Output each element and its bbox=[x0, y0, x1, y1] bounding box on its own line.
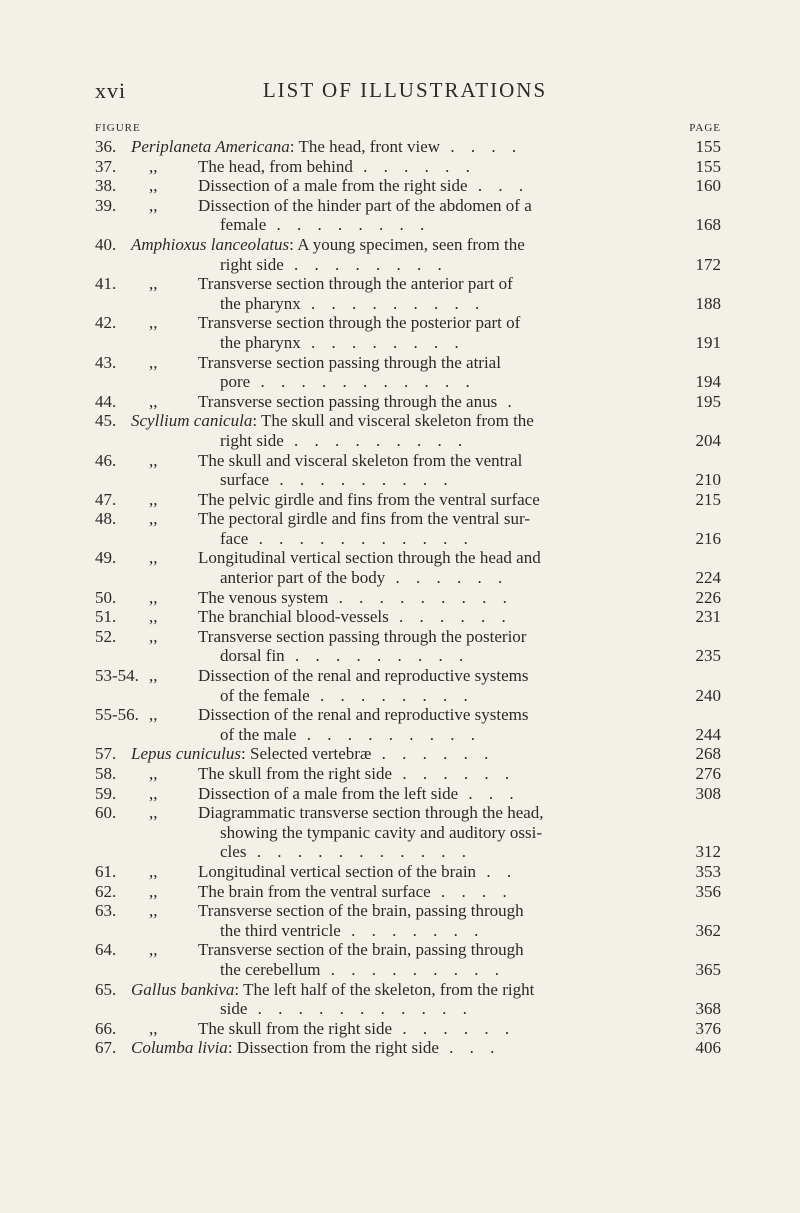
list-entry bbox=[95, 607, 721, 627]
leader-dots: . . . . . . . . . . . bbox=[248, 528, 474, 548]
entry-line bbox=[95, 744, 721, 764]
entry-line bbox=[95, 255, 721, 275]
entry-line bbox=[95, 803, 721, 823]
entry-continuation: pore . . . . . . . . . . . bbox=[220, 372, 476, 392]
list-entry bbox=[95, 274, 721, 313]
entry-line bbox=[95, 333, 721, 353]
figure-number: 39. bbox=[95, 195, 117, 215]
ditto-mark: ,, bbox=[149, 391, 158, 411]
page-number: 276 bbox=[695, 764, 721, 783]
list-entry bbox=[95, 901, 721, 940]
figure-number: 67. bbox=[95, 1038, 117, 1058]
list-entry bbox=[95, 392, 721, 412]
entry-title bbox=[131, 137, 522, 157]
figure-number: 65. bbox=[95, 979, 117, 999]
entry-continuation: the third ventricle . . . . . . . bbox=[220, 920, 485, 940]
leader-dots: . . . . . . . . . . . bbox=[250, 372, 476, 392]
ditto-mark: ,, bbox=[149, 881, 158, 901]
figure-number: 58. bbox=[95, 764, 117, 783]
entry-description: : The left half of the skeleton, from the right bbox=[234, 979, 535, 999]
ditto-mark: ,, bbox=[149, 156, 158, 176]
leader-dots: . . . . . . . . bbox=[283, 254, 448, 274]
page-numeral: xvi bbox=[95, 78, 127, 103]
entry-line bbox=[95, 862, 721, 882]
figure-number: 45. bbox=[95, 411, 117, 431]
list-entry bbox=[95, 157, 721, 177]
entry-line bbox=[95, 568, 721, 588]
entry-description: Transverse section passing through the atrial bbox=[198, 352, 501, 372]
leader-dots: . . . . . . . . . bbox=[283, 430, 469, 450]
ditto-mark: ,, bbox=[149, 666, 158, 686]
list-entry bbox=[95, 176, 721, 196]
entry-continuation: the cerebellum . . . . . . . . . bbox=[220, 959, 506, 979]
entry-line bbox=[95, 999, 721, 1019]
entry-line bbox=[95, 980, 721, 1000]
entry-line bbox=[95, 509, 721, 529]
entry-continuation: cles . . . . . . . . . . . bbox=[220, 842, 472, 862]
species-name: Lepus cuniculus bbox=[131, 744, 242, 764]
entry-line bbox=[95, 764, 721, 784]
figure-column-heading: FIGURE bbox=[95, 122, 141, 134]
entry-description: Transverse section through the posterior part of bbox=[198, 313, 521, 333]
entry-line bbox=[95, 215, 721, 235]
entry-description: Dissection of the renal and reproductive systems bbox=[198, 705, 529, 725]
entry-line bbox=[95, 451, 721, 471]
figure-number: 66. bbox=[95, 1018, 117, 1038]
figure-number: 53-54. bbox=[95, 666, 139, 686]
ditto-mark: ,, bbox=[149, 548, 158, 568]
entry-line bbox=[95, 353, 721, 373]
entry-line bbox=[95, 607, 721, 627]
entry-continuation: right side . . . . . . . . bbox=[220, 254, 448, 274]
entry-line bbox=[95, 470, 721, 490]
leader-dots: . . . . . . . . . bbox=[284, 646, 470, 666]
entry-continuation: dorsal fin . . . . . . . . . bbox=[220, 646, 470, 666]
figure-number: 59. bbox=[95, 783, 117, 803]
leader-dots: . . . . . . . . . bbox=[328, 587, 513, 607]
list-entry bbox=[95, 137, 721, 157]
figure-number: 52. bbox=[95, 626, 117, 646]
entry-description: The skull from the right side . . . . . . bbox=[198, 1018, 516, 1038]
page-number: 356 bbox=[695, 881, 721, 901]
figure-number: 61. bbox=[95, 861, 117, 881]
entry-line bbox=[95, 842, 721, 862]
entry-title bbox=[131, 1038, 500, 1058]
entry-continuation: face . . . . . . . . . . . bbox=[220, 528, 474, 548]
leader-dots: . . . . . . bbox=[388, 607, 512, 627]
list-entry bbox=[95, 862, 721, 882]
figure-number: 55-56. bbox=[95, 705, 139, 725]
list-entry bbox=[95, 882, 721, 902]
entry-description: Longitudinal vertical section of the brain . . bbox=[198, 861, 518, 881]
leader-dots: . . . bbox=[458, 783, 520, 803]
page-number: 155 bbox=[695, 156, 721, 176]
entry-line bbox=[95, 960, 721, 980]
figure-number: 43. bbox=[95, 352, 117, 372]
entry-line bbox=[95, 196, 721, 216]
entry-description: The pelvic girdle and fins from the ventral surface bbox=[198, 489, 540, 509]
leader-dots: . . . . . . bbox=[352, 156, 476, 176]
entry-line bbox=[95, 921, 721, 941]
ditto-mark: ,, bbox=[149, 587, 158, 607]
column-headings bbox=[95, 122, 721, 136]
leader-dots: . . . bbox=[438, 1038, 501, 1058]
leader-dots: . . . . . . . . . bbox=[296, 724, 481, 744]
list-entry bbox=[95, 235, 721, 274]
ditto-mark: ,, bbox=[149, 940, 158, 960]
entry-line bbox=[95, 137, 721, 157]
entry-description: Longitudinal vertical section through the head and bbox=[198, 548, 541, 568]
entry-line bbox=[95, 646, 721, 666]
list-entry bbox=[95, 980, 721, 1019]
ditto-mark: ,, bbox=[149, 509, 158, 529]
leader-dots: . . . . . . bbox=[392, 1018, 516, 1038]
list-entry bbox=[95, 196, 721, 235]
page-number: 195 bbox=[695, 391, 721, 411]
figure-number: 46. bbox=[95, 450, 117, 470]
entry-line bbox=[95, 235, 721, 255]
leader-dots: . . . . . . . . bbox=[266, 215, 431, 235]
entry-continuation: of the male . . . . . . . . . bbox=[220, 724, 481, 744]
page-number: 155 bbox=[695, 137, 721, 156]
page-number: 168 bbox=[695, 215, 721, 235]
entry-description: Dissection of a male from the left side . . . bbox=[198, 783, 520, 803]
entry-title bbox=[131, 980, 534, 1000]
leader-dots: . . . . . . . bbox=[340, 920, 485, 940]
entry-title bbox=[131, 235, 525, 255]
entry-description: The skull from the right side . . . . . . bbox=[198, 764, 516, 783]
figure-number: 60. bbox=[95, 803, 117, 823]
figure-number: 40. bbox=[95, 234, 117, 254]
entry-description: The branchial blood-vessels . . . . . . bbox=[198, 607, 512, 627]
entry-description: Transverse section of the brain, passing through bbox=[198, 901, 524, 921]
page-number: 365 bbox=[695, 959, 721, 979]
entry-line bbox=[95, 176, 721, 196]
entry-description: The pectoral girdle and fins from the ventral sur- bbox=[198, 509, 530, 529]
figure-number: 38. bbox=[95, 176, 117, 196]
ditto-mark: ,, bbox=[149, 764, 158, 783]
figure-number: 51. bbox=[95, 607, 117, 627]
ditto-mark: ,, bbox=[149, 626, 158, 646]
figure-number: 50. bbox=[95, 587, 117, 607]
page-number: 235 bbox=[695, 646, 721, 666]
entry-description: Transverse section passing through the posterior bbox=[198, 626, 527, 646]
entry-continuation: right side . . . . . . . . . bbox=[220, 430, 469, 450]
species-name: Amphioxus lanceolatus bbox=[131, 234, 290, 254]
page-number: 204 bbox=[695, 430, 721, 450]
page-number: 368 bbox=[695, 999, 721, 1019]
figure-number: 57. bbox=[95, 744, 117, 764]
ditto-mark: ,, bbox=[149, 489, 158, 509]
entry-continuation: female . . . . . . . . bbox=[220, 215, 431, 235]
leader-dots: . . . . . . bbox=[385, 568, 509, 588]
entry-description: Diagrammatic transverse section through the head, bbox=[198, 803, 544, 823]
figure-number: 42. bbox=[95, 313, 117, 333]
list-entry bbox=[95, 548, 721, 587]
list-entry bbox=[95, 803, 721, 862]
entry-line bbox=[95, 627, 721, 647]
running-header bbox=[95, 78, 715, 108]
entry-line bbox=[95, 686, 721, 706]
page-number: 353 bbox=[695, 861, 721, 881]
leader-dots: . . . . . . . . . . . bbox=[247, 999, 473, 1019]
page-number: 160 bbox=[695, 176, 721, 196]
leader-dots: . bbox=[497, 391, 518, 411]
leader-dots: . . . . . . . . . bbox=[320, 959, 506, 979]
page-number: 224 bbox=[695, 568, 721, 588]
figure-number: 62. bbox=[95, 881, 117, 901]
figure-number: 36. bbox=[95, 137, 117, 156]
page-number: 308 bbox=[695, 783, 721, 803]
entry-description: : The head, front view bbox=[289, 137, 441, 156]
entry-title bbox=[131, 411, 534, 431]
ditto-mark: ,, bbox=[149, 1018, 158, 1038]
ditto-mark: ,, bbox=[149, 705, 158, 725]
entry-line bbox=[95, 157, 721, 177]
page-number: 226 bbox=[695, 587, 721, 607]
leader-dots: . . . . . . bbox=[392, 764, 516, 783]
ditto-mark: ,, bbox=[149, 607, 158, 627]
page-number: 215 bbox=[695, 489, 721, 509]
entry-line bbox=[95, 725, 721, 745]
page-number: 210 bbox=[695, 470, 721, 490]
ditto-mark: ,, bbox=[149, 313, 158, 333]
figure-number: 48. bbox=[95, 509, 117, 529]
leader-dots: . . bbox=[476, 861, 518, 881]
entry-line bbox=[95, 431, 721, 451]
page-number: 216 bbox=[695, 528, 721, 548]
entry-continuation: of the female . . . . . . . . bbox=[220, 685, 474, 705]
figure-number: 64. bbox=[95, 940, 117, 960]
figure-number: 49. bbox=[95, 548, 117, 568]
page-number: 194 bbox=[695, 372, 721, 392]
entry-line bbox=[95, 901, 721, 921]
entry-continuation: showing the tympanic cavity and auditory ossi- bbox=[220, 822, 542, 842]
entry-line bbox=[95, 313, 721, 333]
entry-description: The skull and visceral skeleton from the ventral bbox=[198, 450, 523, 470]
list-entry bbox=[95, 940, 721, 979]
ditto-mark: ,, bbox=[149, 352, 158, 372]
entry-description: : The skull and visceral skeleton from the bbox=[252, 411, 534, 431]
ditto-mark: ,, bbox=[149, 195, 158, 215]
entry-line bbox=[95, 548, 721, 568]
entry-line bbox=[95, 490, 721, 510]
page-number: 376 bbox=[695, 1018, 721, 1038]
leader-dots: . . . . . . . . . bbox=[300, 293, 486, 313]
ditto-mark: ,, bbox=[149, 274, 158, 294]
leader-dots: . . . . . . . . . bbox=[269, 470, 454, 490]
list-entry bbox=[95, 1038, 721, 1058]
entry-description: Transverse section passing through the anus . bbox=[198, 391, 518, 411]
leader-dots: . . . . . . . . bbox=[309, 685, 474, 705]
page-number: 244 bbox=[695, 724, 721, 744]
page-number: 231 bbox=[695, 607, 721, 627]
ditto-mark: ,, bbox=[149, 176, 158, 196]
entry-description: : Dissection from the right side bbox=[227, 1038, 439, 1058]
list-entry bbox=[95, 705, 721, 744]
list-entry bbox=[95, 411, 721, 450]
entry-description: : A young specimen, seen from the bbox=[289, 234, 525, 254]
entry-continuation: the pharynx . . . . . . . . bbox=[220, 332, 465, 352]
leader-dots: . . . . . . . . bbox=[300, 332, 465, 352]
species-name: Gallus bankiva bbox=[131, 979, 235, 999]
ditto-mark: ,, bbox=[149, 861, 158, 881]
leader-dots: . . . . bbox=[440, 137, 523, 156]
entry-title bbox=[131, 744, 494, 764]
entry-line bbox=[95, 588, 721, 608]
ditto-mark: ,, bbox=[149, 783, 158, 803]
entry-line bbox=[95, 1038, 721, 1058]
entry-line bbox=[95, 666, 721, 686]
figure-number: 37. bbox=[95, 156, 117, 176]
entry-description: The brain from the ventral surface . . . . bbox=[198, 881, 513, 901]
entry-description: Transverse section of the brain, passing through bbox=[198, 940, 524, 960]
list-entry bbox=[95, 666, 721, 705]
entry-description: Dissection of the hinder part of the abdomen of a bbox=[198, 195, 532, 215]
species-name: Scyllium canicula bbox=[131, 411, 253, 431]
ditto-mark: ,, bbox=[149, 450, 158, 470]
list-entry bbox=[95, 490, 721, 510]
entry-description: : Selected vertebræ bbox=[241, 744, 372, 764]
page-number: 406 bbox=[695, 1038, 721, 1058]
entry-continuation: the pharynx . . . . . . . . . bbox=[220, 293, 486, 313]
entry-line bbox=[95, 705, 721, 725]
list-entry bbox=[95, 588, 721, 608]
figure-number: 44. bbox=[95, 391, 117, 411]
leader-dots: . . . . . . bbox=[371, 744, 495, 764]
entry-description: Dissection of the renal and reproductive systems bbox=[198, 666, 529, 686]
leader-dots: . . . bbox=[467, 176, 530, 196]
page-number: 188 bbox=[695, 293, 721, 313]
entry-line bbox=[95, 529, 721, 549]
page-number: 268 bbox=[695, 744, 721, 764]
entry-line bbox=[95, 392, 721, 412]
leader-dots: . . . . bbox=[430, 881, 513, 901]
list-entry bbox=[95, 313, 721, 352]
entry-line bbox=[95, 411, 721, 431]
figure-number: 47. bbox=[95, 489, 117, 509]
entry-line bbox=[95, 823, 721, 843]
page-title: LIST OF ILLUSTRATIONS bbox=[262, 78, 548, 102]
page-number: 172 bbox=[695, 254, 721, 274]
entry-line bbox=[95, 784, 721, 804]
illustration-list bbox=[95, 137, 721, 1058]
leader-dots: . . . . . . . . . . . bbox=[246, 842, 472, 862]
entry-line bbox=[95, 1019, 721, 1039]
entry-line bbox=[95, 274, 721, 294]
list-entry bbox=[95, 744, 721, 764]
figure-number: 63. bbox=[95, 901, 117, 921]
page-number: 240 bbox=[695, 685, 721, 705]
figure-number: 41. bbox=[95, 274, 117, 294]
ditto-mark: ,, bbox=[149, 803, 158, 823]
list-entry bbox=[95, 353, 721, 392]
page-number: 362 bbox=[695, 920, 721, 940]
entry-line bbox=[95, 372, 721, 392]
entry-description: Dissection of a male from the right side . . . bbox=[198, 176, 530, 196]
list-entry bbox=[95, 509, 721, 548]
page-number: 312 bbox=[695, 842, 721, 862]
list-entry bbox=[95, 451, 721, 490]
entry-line bbox=[95, 882, 721, 902]
species-name: Periplaneta Americana bbox=[131, 137, 290, 156]
entry-description: The head, from behind . . . . . . bbox=[198, 156, 476, 176]
list-entry bbox=[95, 627, 721, 666]
page-column-heading: PAGE bbox=[689, 122, 721, 134]
entry-continuation: side . . . . . . . . . . . bbox=[220, 999, 473, 1019]
entry-description: The venous system . . . . . . . . . bbox=[198, 587, 513, 607]
page-number: 191 bbox=[695, 332, 721, 352]
list-entry bbox=[95, 764, 721, 784]
entry-description: Transverse section through the anterior part of bbox=[198, 274, 513, 294]
entry-continuation: surface . . . . . . . . . bbox=[220, 470, 454, 490]
species-name: Columba livia bbox=[131, 1038, 228, 1058]
entry-continuation: anterior part of the body . . . . . . bbox=[220, 568, 509, 588]
ditto-mark: ,, bbox=[149, 901, 158, 921]
entry-line bbox=[95, 294, 721, 314]
list-entry bbox=[95, 784, 721, 804]
list-entry bbox=[95, 1019, 721, 1039]
entry-line bbox=[95, 940, 721, 960]
